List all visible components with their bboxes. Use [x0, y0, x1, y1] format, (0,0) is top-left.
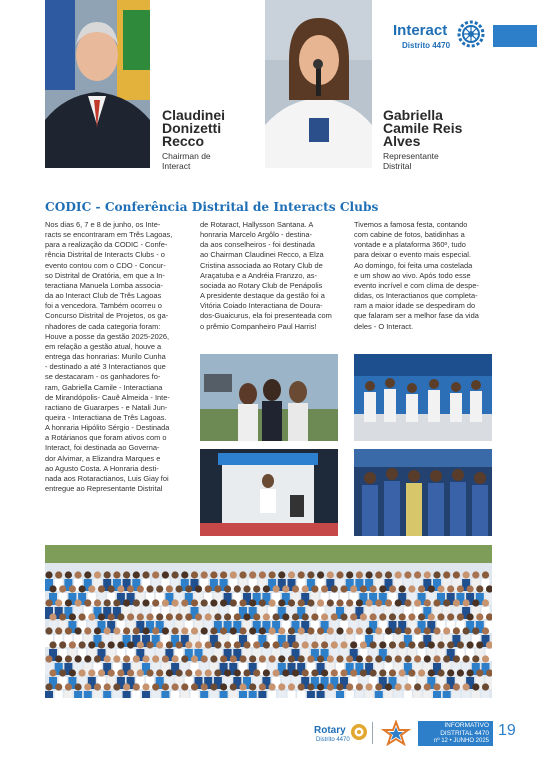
photo-three-women-award: [200, 354, 338, 441]
portrait-gabriella: [265, 0, 372, 168]
article-column-1: Nos dias 6, 7 e 8 de junho, os Inte- racts se encontraram em Três Lagoas, para a realização da CODIC - Confe- rência Distrital de Interacts Clubs - o evento contou com o CDO - Concur- so Distrital de Oratória, em que a In- teractiana Manuela Lomba associa- da ao Interact Club de Três Lagoas foi a vencedora. Também ocorreu o Concurso Distrital de Projetos, os ga- nhadores de cada categoria foram: Houve a posse da gestão 2025-2026, em relação a gestão atual, houve a entrega das honrarias: Murilo Cunha - destinado a até 3 Interactianos que se destacaram - os ganhadores fo- ram, Gabriella Camile - Interactiana de Mirandópolis- Cauê Almeida - Inte- ractiano de Guararpes - e Natali Jun- queira - Interactiana de Três Lagoas. A honraria Hipólito Sérgio - Destinada a Rotárianos que foram ativos com o Interact, foi destinada ao Governa- dor Alvimar, a Elizandra Marques e ao Agusto Costa. A Honraria desti- nada aos Rotaractianos, Luis Giay foi entregue ao Representante Distrital: [45, 220, 173, 494]
page-number: 19: [498, 722, 516, 739]
footer-badge-line-1: INFORMATIVO: [444, 722, 489, 729]
article-column-2: de Rotaract, Hallysson Santana. A honraria Marcelo Argôlo - destina- da aos conselheiros - foi destinada ao Chairman Claudinei Recco, a Elza Cristina associada ao Rotary Club de Araçatuba e a Andréia Franzzo, as- sociada ao Rotary Club de Penápolis A presidente destaque da gestão foi a Vitória Coiado Interactiana de Doura- dos-Guaicurus, ela foi presenteada com o prêmio Companheiro Paul Harris!: [200, 220, 332, 331]
rotary-wheel-icon: [457, 20, 485, 48]
article-column-3: Tivemos a famosa festa, contando com cabine de fotos, batidinhas a vontade e a plataforma 360º, tudo para deixar o evento mais especial. Ao domingo, foi feita uma costelada e um show ao vivo. Após todo esse evento incrível e com clima de despe- didas, os Interactianos que completa- ram a maior idade se despediram do que falaram ser a melhor fase da vida deles - O Interact.: [354, 220, 479, 331]
interact-logo-district: Distrito 4470: [402, 41, 451, 50]
rotary-wheel-footer-icon: [350, 723, 368, 741]
conference-logo: [378, 720, 414, 746]
article-title: CODIC - Conferência Distrital de Interacts Clubs: [45, 200, 379, 214]
person-1-role: Chairman de Interact: [162, 151, 211, 171]
footer-badge: [418, 721, 493, 746]
person-2-name: Gabriella Camile Reis Alves: [383, 107, 463, 149]
rotary-logo-district: Distrito 4470: [316, 737, 350, 743]
photo-large-crowd: [45, 545, 492, 698]
photo-group-standing: [354, 449, 492, 536]
footer-badge-line-3: nº 12 • JUNHO 2025: [434, 738, 489, 744]
photo-photo-booth: [200, 449, 338, 536]
person-1-name: Claudinei Donizetti Recco: [162, 107, 226, 149]
portrait-claudinei: [45, 0, 150, 168]
person-2-role: Representante Distrital: [383, 151, 439, 171]
interact-logo: [393, 20, 487, 54]
footer-badge-line-2: DISTRITAL 4470: [440, 730, 489, 737]
photo-event-group-seated: [354, 354, 492, 441]
rotary-logo-word: Rotary: [314, 725, 346, 736]
rotary-logo: [308, 721, 370, 747]
footer-divider: [372, 722, 373, 744]
header-blue-tab: [493, 25, 537, 47]
conference-star-icon: [378, 720, 414, 746]
interact-logo-word: Interact: [393, 22, 448, 39]
